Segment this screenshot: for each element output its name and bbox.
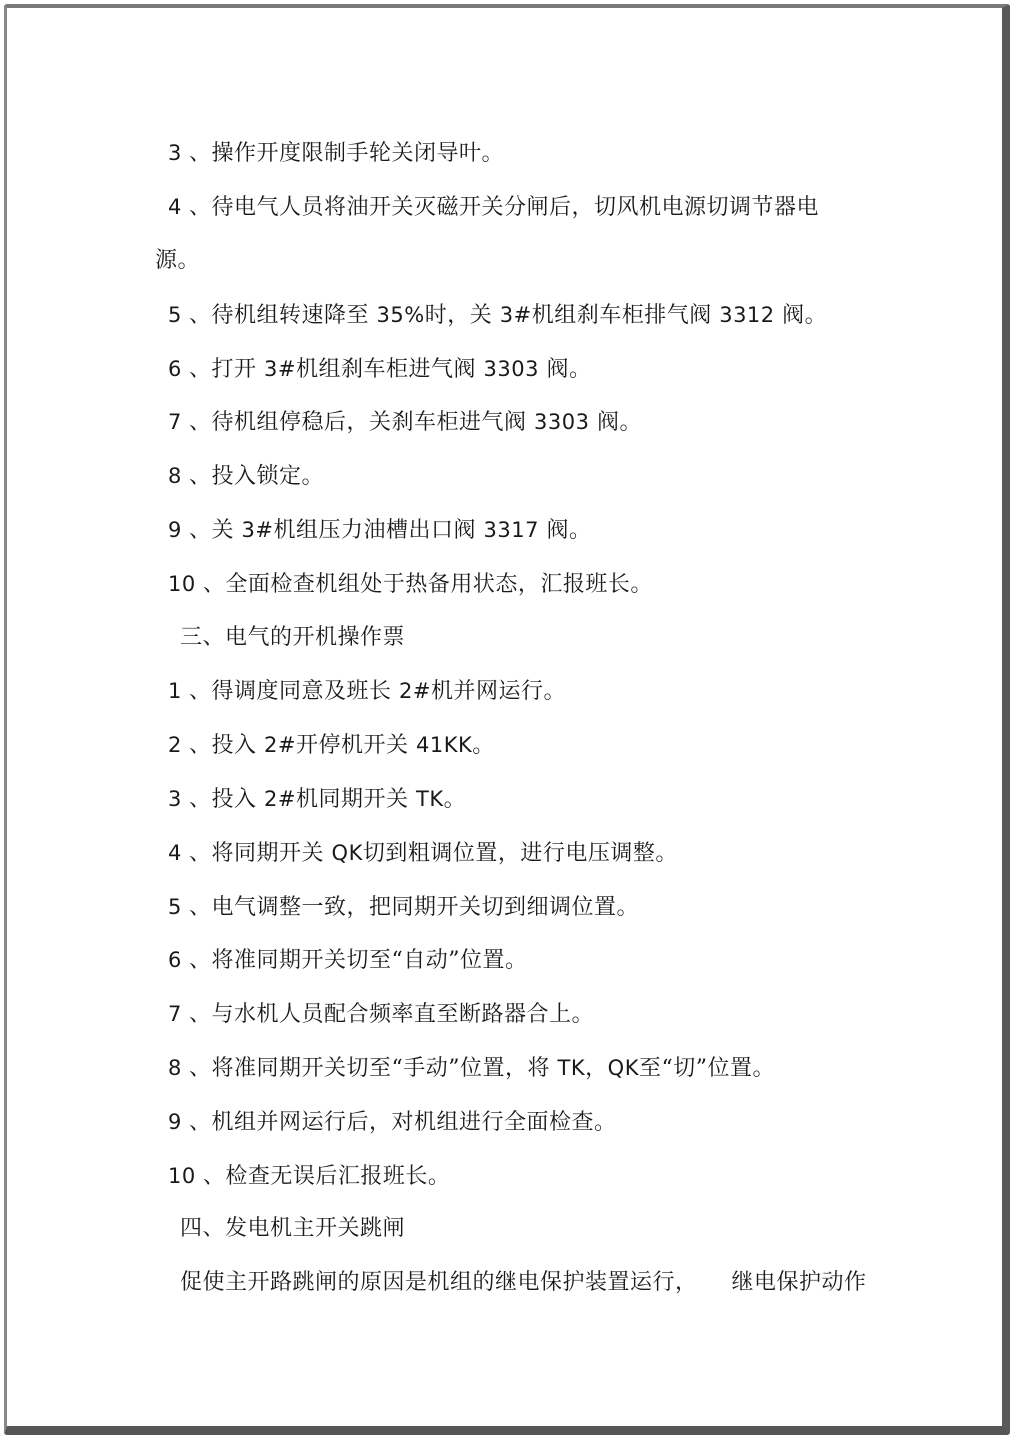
text-segment: 、电气调整一致，把同期开关切到细调位置。 xyxy=(189,895,640,920)
text-line-l4b xyxy=(155,248,200,274)
text-line-l4a xyxy=(168,194,819,221)
text-line-e4 xyxy=(168,840,678,867)
text-segment: 阀。 xyxy=(589,410,642,435)
text-segment: 2# xyxy=(264,733,297,757)
text-line-h3 xyxy=(180,625,405,651)
text-segment: 机同期开关 xyxy=(296,787,417,812)
text-line-e5 xyxy=(168,894,639,921)
text-segment: 3 xyxy=(168,141,190,165)
text-line-p1 xyxy=(180,1270,867,1296)
text-segment: 。 xyxy=(472,733,495,758)
text-line-l5a xyxy=(168,302,827,329)
text-segment: 、检查无误后汇报班长。 xyxy=(202,1164,451,1189)
text-segment: 。 xyxy=(443,787,467,812)
text-segment: 、投入锁定。 xyxy=(189,464,325,489)
text-line-e2 xyxy=(168,732,495,759)
text-segment: 9 xyxy=(168,1110,190,1134)
text-segment: 、投入 xyxy=(189,787,265,812)
text-segment: 2# xyxy=(399,679,432,703)
text-segment: 至“切”位置。 xyxy=(638,1056,775,1081)
text-line-e8 xyxy=(168,1055,775,1082)
text-line-l7a xyxy=(168,409,642,436)
text-segment: 开停机开关 xyxy=(296,733,417,758)
text-segment: 、得调度同意及班长 xyxy=(189,679,400,704)
text-segment: 3# xyxy=(264,357,297,381)
text-segment: 、将同期开关 xyxy=(189,841,332,866)
text-segment: 6 xyxy=(168,357,190,381)
text-segment: 3 xyxy=(168,787,190,811)
text-segment: 35% xyxy=(376,303,425,327)
text-segment: 阀。 xyxy=(774,303,828,328)
text-segment: 2# xyxy=(264,787,297,811)
text-segment: 3# xyxy=(241,518,274,542)
text-segment: 阀。 xyxy=(538,518,592,543)
text-segment: TK xyxy=(557,1056,586,1080)
text-segment: 、打开 xyxy=(189,357,265,382)
text-segment: 3303 xyxy=(483,357,539,381)
text-segment: 3317 xyxy=(483,518,539,542)
text-segment: 四、发电机主开关跳闸 xyxy=(180,1216,406,1241)
text-segment: 8 xyxy=(168,464,190,488)
text-segment: 、关 xyxy=(189,518,242,543)
text-segment: 41KK xyxy=(416,733,473,757)
text-segment: QK xyxy=(331,841,363,865)
text-segment: 、操作开度限制手轮关闭导叶。 xyxy=(189,141,505,166)
text-segment: 9 xyxy=(168,518,190,542)
text-line-l9a xyxy=(168,517,591,544)
text-segment: 机并网运行。 xyxy=(431,679,567,704)
text-segment: 3# xyxy=(499,303,532,327)
text-line-e10 xyxy=(168,1163,450,1190)
text-segment: 2 xyxy=(168,733,190,757)
text-line-h4 xyxy=(180,1216,405,1242)
text-segment: 10 xyxy=(168,572,203,596)
text-segment: 三、电气的开机操作票 xyxy=(180,625,406,650)
text-line-l3a xyxy=(168,140,504,167)
text-segment: 切到粗调位置，进行电压调整。 xyxy=(362,841,678,866)
text-segment: 1 xyxy=(168,679,190,703)
text-segment: 4 xyxy=(168,841,190,865)
text-line-e6 xyxy=(168,947,528,974)
text-segment: 3303 xyxy=(534,410,590,434)
text-segment: 机组刹车柜进气阀 xyxy=(296,357,484,382)
text-segment: 、待电气人员将油开关灭磁开关分闸后，切风机电源切调节器电 xyxy=(189,195,820,220)
text-line-l8a xyxy=(168,463,324,490)
text-segment: 8 xyxy=(168,1056,190,1080)
text-segment: 7 xyxy=(168,410,190,434)
text-segment: 促使主开路跳闸的原因是机组的继电保护装置运行， xyxy=(180,1270,698,1295)
text-line-e9 xyxy=(168,1109,617,1136)
text-segment: 5 xyxy=(168,303,190,327)
text-segment: 10 xyxy=(168,1164,203,1188)
text-line-l10a xyxy=(168,571,653,598)
text-segment: 、全面检查机组处于热备用状态，汇报班长。 xyxy=(202,572,653,597)
text-segment: QK xyxy=(607,1056,639,1080)
text-line-e1 xyxy=(168,678,566,705)
text-segment: 源。 xyxy=(155,248,201,273)
text-line-e7 xyxy=(168,1001,594,1028)
text-line-l6a xyxy=(168,356,591,383)
text-line-e3 xyxy=(168,786,466,813)
text-segment: 机组刹车柜排气阀 xyxy=(531,303,720,328)
text-segment: 、与水机人员配合频率直至断路器合上。 xyxy=(189,1002,595,1027)
text-segment: 6 xyxy=(168,948,190,972)
text-segment: 7 xyxy=(168,1002,190,1026)
text-segment: 时，关 xyxy=(424,303,500,328)
text-segment: TK xyxy=(416,787,444,811)
text-segment: 、机组并网运行后，对机组进行全面检查。 xyxy=(189,1110,617,1135)
text-segment: 5 xyxy=(168,895,190,919)
text-segment: 机组压力油槽出口阀 xyxy=(273,518,484,543)
text-segment: 、待机组停稳后，关刹车柜进气阀 xyxy=(189,410,535,435)
text-segment: 、将准同期开关切至“手动”位置，将 xyxy=(189,1056,558,1081)
text-segment: 、将准同期开关切至“自动”位置。 xyxy=(189,948,528,973)
text-segment: ， xyxy=(585,1056,608,1081)
text-segment: 阀。 xyxy=(538,357,592,382)
text-segment: 、待机组转速降至 xyxy=(189,303,377,328)
text-segment: 4 xyxy=(168,195,190,219)
text-segment: 3312 xyxy=(719,303,775,327)
text-segment: 、投入 xyxy=(189,733,265,758)
text-segment: 继电保护动作 xyxy=(731,1270,867,1295)
